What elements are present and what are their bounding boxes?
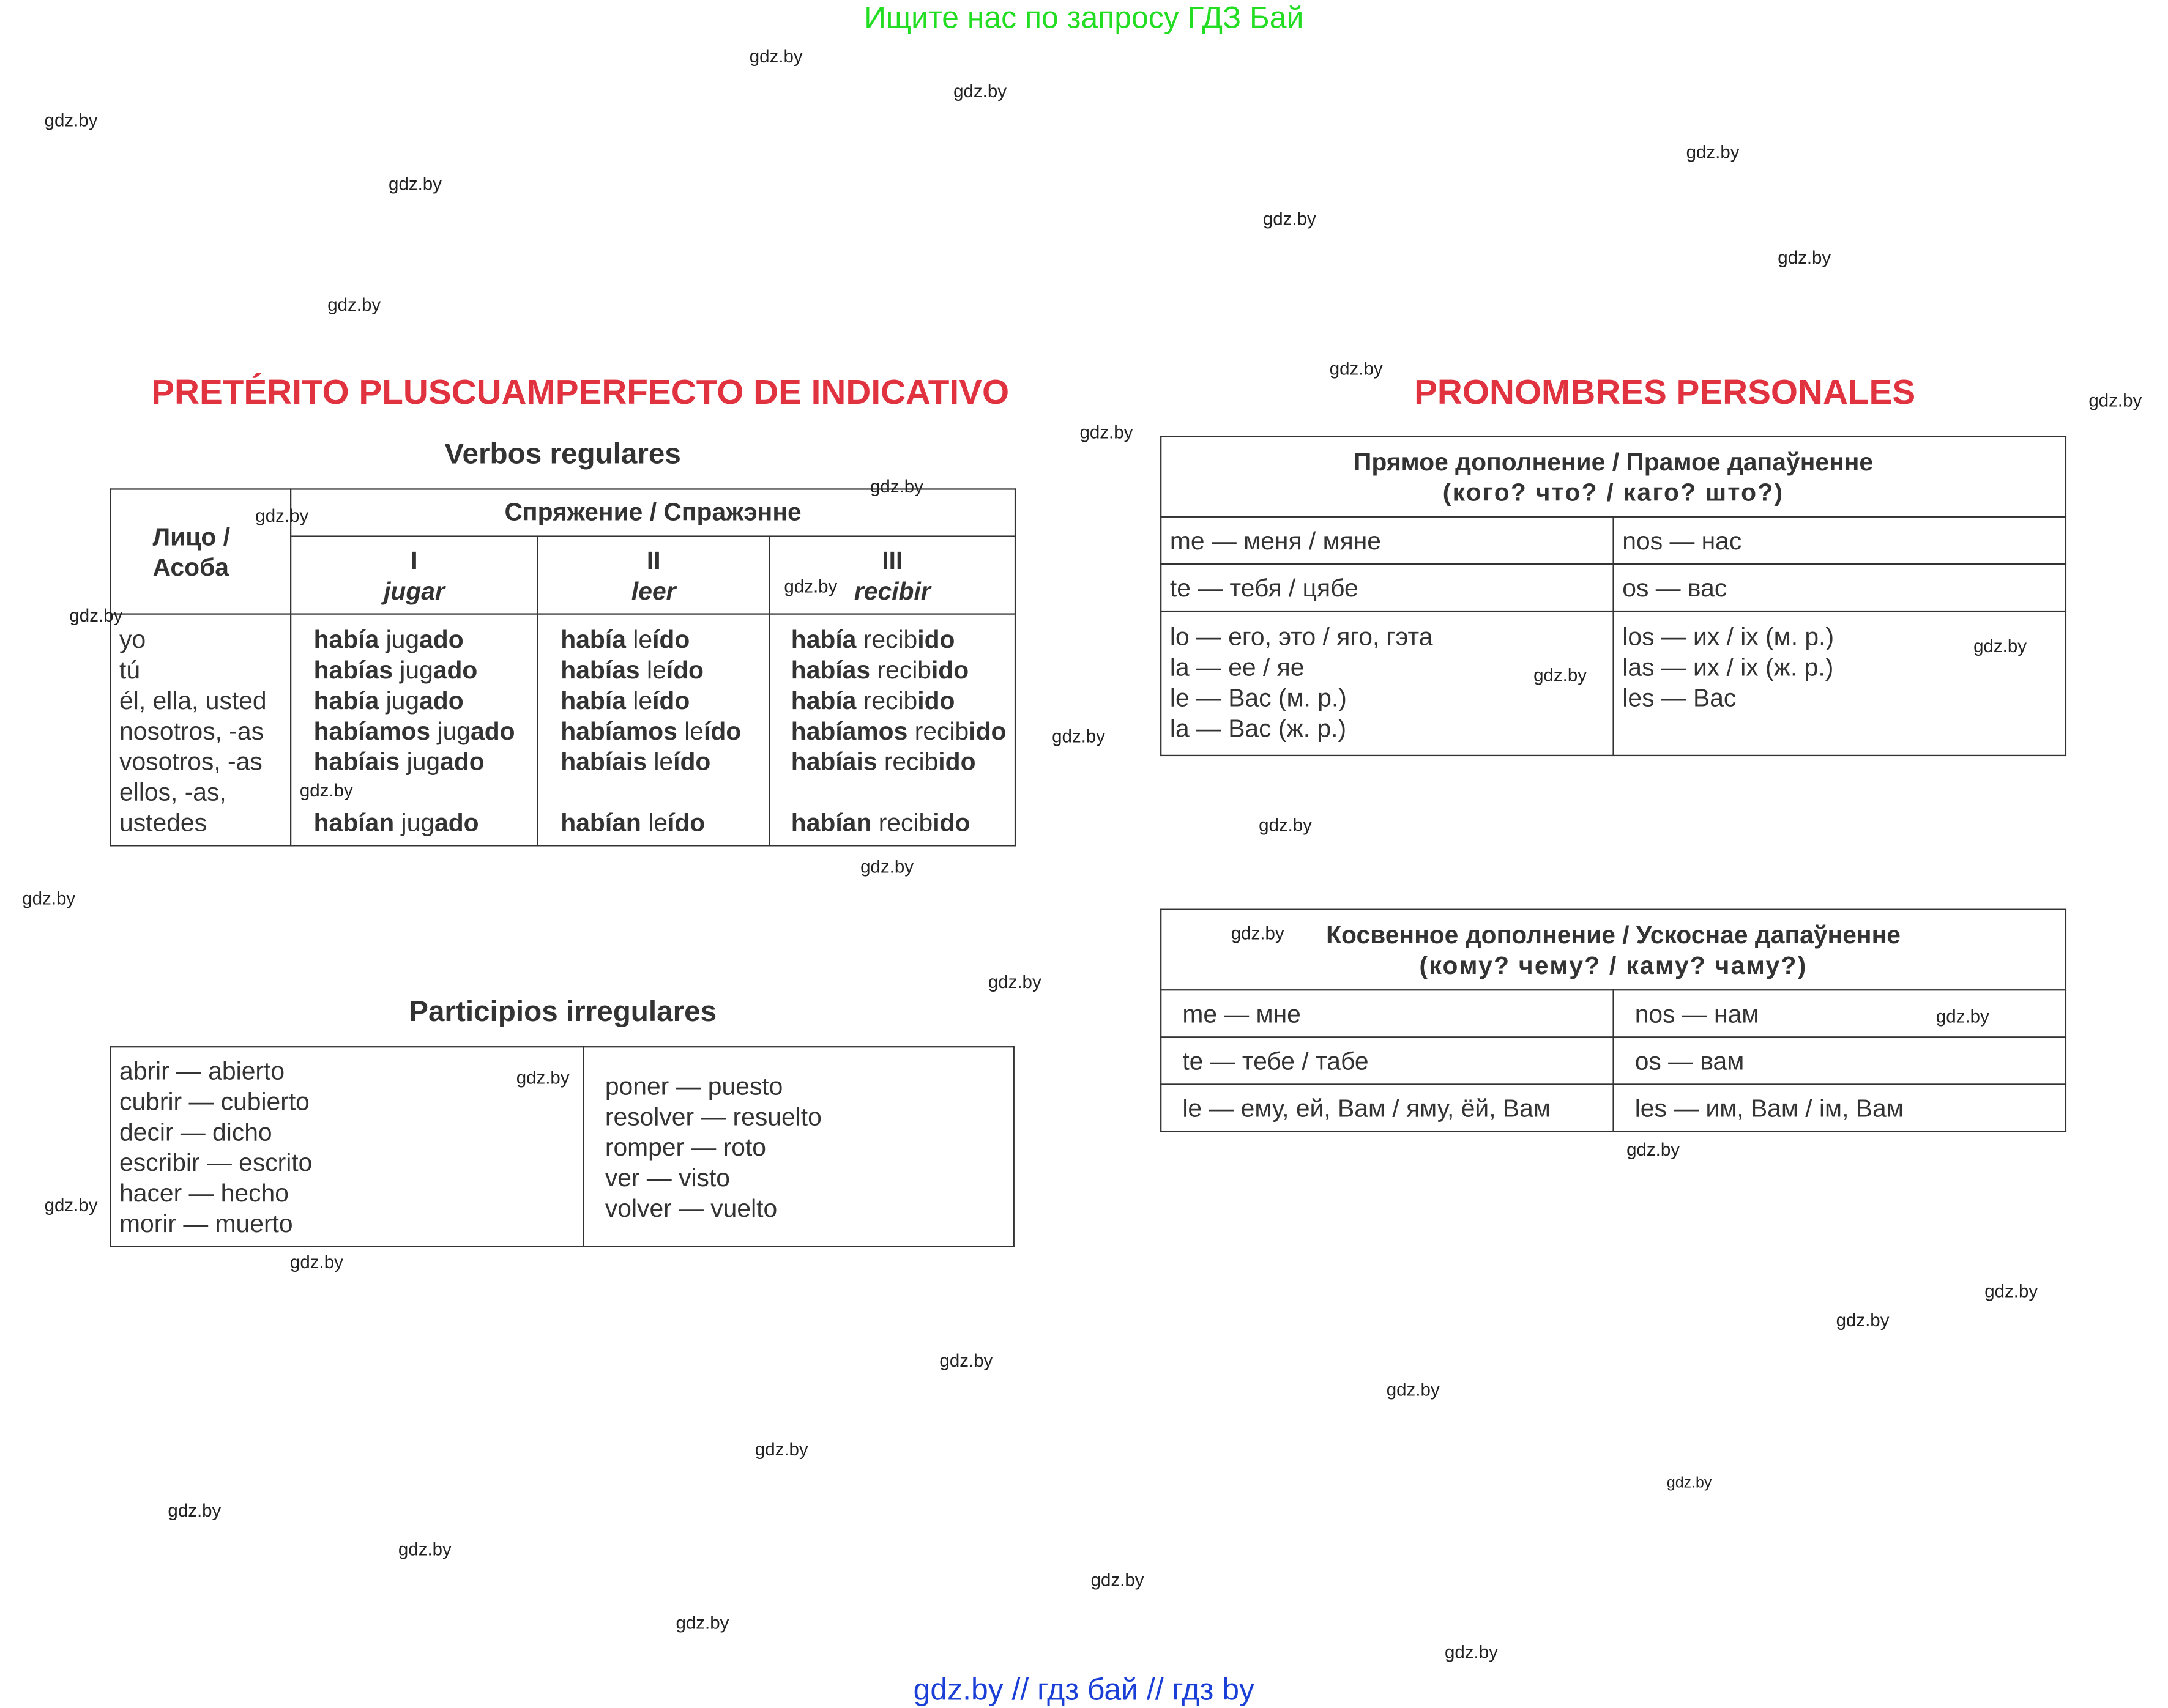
pronoun-cell [1614, 1037, 2066, 1084]
watermark: gdz.by [676, 1612, 729, 1633]
indirect-object-header [1161, 910, 2066, 990]
pronoun-line: me — мне [1182, 1000, 1301, 1028]
watermark: gdz.by [1386, 1379, 1440, 1400]
pronoun-line: te — тебя / цябе [1169, 573, 1358, 602]
regular-verbs-subtitle: Verbos regulares [444, 438, 681, 470]
participle-pair: abrir — abierto [119, 1057, 285, 1085]
pronoun-line: te — тебе / табе [1182, 1047, 1369, 1075]
column-numeral: I [411, 546, 418, 574]
conjugated-form: habíamos leído [561, 717, 742, 745]
column-header-3 [770, 537, 1015, 614]
pronoun-line: los — их / іх (м. р.) [1622, 623, 1835, 651]
participles-col-1 [110, 1047, 583, 1247]
pronoun-cell [1614, 990, 2066, 1037]
watermark: gdz.by [754, 1438, 808, 1460]
person-label: ustedes [119, 809, 207, 837]
participle-pair: poner — puesto [605, 1072, 783, 1101]
watermark: gdz.by [22, 888, 76, 909]
pronoun-line: le — Вас (м. р.) [1169, 684, 1347, 712]
watermark: gdz.by [860, 856, 914, 877]
watermark: gdz.by [516, 1067, 570, 1088]
conjugated-form: habías jugado [313, 656, 478, 685]
pronoun-line: les — Вас [1622, 684, 1737, 712]
pronoun-line: nos — нам [1634, 1000, 1759, 1028]
watermark: gdz.by [327, 294, 381, 315]
conjugation-col-1 [291, 614, 538, 846]
pronoun-line: la — Вас (ж. р.) [1169, 715, 1347, 743]
watermark: gdz.by [749, 45, 803, 67]
participle-pair: romper — roto [605, 1133, 767, 1162]
person-label: yo [119, 625, 146, 654]
watermark: gdz.by [939, 1350, 993, 1371]
pronoun-line: os — вам [1634, 1047, 1745, 1075]
column-numeral: III [882, 546, 903, 574]
conjugated-form: habíamos jugado [313, 717, 515, 745]
watermark: gdz.by [1444, 1641, 1498, 1663]
watermark: gdz.by [1686, 141, 1740, 163]
bottom-banner: gdz.by // гдз бай // гдз by [913, 1671, 1254, 1707]
conjugated-form: habían leído [561, 809, 706, 837]
watermark: gdz.by [1778, 247, 1831, 268]
conjugation-col-2 [538, 614, 770, 846]
watermark: gdz.by [2088, 390, 2142, 411]
watermark: gdz.by [1329, 358, 1383, 379]
pronoun-line: las — их / іх (ж. р.) [1622, 653, 1834, 681]
conjugated-form: habíais leído [561, 748, 711, 776]
watermark: gdz.by [69, 604, 123, 626]
conjugation-col-3 [770, 614, 1015, 846]
column-header-2 [538, 537, 770, 614]
watermark: gdz.by [1052, 726, 1106, 747]
pronoun-cell [1161, 517, 1613, 564]
pronoun-line: la — ее / яе [1169, 653, 1305, 681]
watermark: gdz.by [1262, 208, 1316, 229]
direct-object-header [1161, 436, 2066, 517]
watermark: gdz.by [1079, 421, 1133, 443]
column-verb: recibir [854, 576, 931, 604]
conjugated-form: habíais jugado [313, 748, 485, 776]
watermark: gdz.by [1259, 814, 1312, 836]
person-label: nosotros, -as [119, 717, 264, 745]
header-line: Прямое дополнение / Прамое дапаўненне [1353, 447, 1874, 475]
pronoun-line: nos — нас [1622, 526, 1742, 555]
watermark: gdz.by [398, 1539, 452, 1560]
watermark: gdz.by [1231, 923, 1284, 944]
header-line: (кому? чему? / каму? чаму?) [1419, 951, 1808, 979]
participle-pair: decir — dicho [119, 1118, 272, 1146]
pronoun-cell [1614, 517, 2066, 564]
conjugated-form: habían recibido [791, 809, 970, 837]
pronombres-title: PRONOMBRES PERSONALES [1414, 373, 1916, 412]
conjugated-form: había leído [561, 686, 690, 715]
conjugated-form: habían jugado [313, 809, 479, 837]
person-label: él, ella, usted [119, 686, 267, 715]
watermark: gdz.by [1626, 1139, 1680, 1160]
participles-col-2 [584, 1047, 1014, 1247]
watermark: gdz.by [1935, 1006, 1989, 1027]
participle-pair: volver — vuelto [605, 1194, 778, 1223]
pronoun-line: me — меня / мяне [1169, 526, 1382, 555]
watermark: gdz.by [953, 80, 1007, 102]
pronoun-cell [1161, 1084, 1613, 1131]
header-line: Косвенное дополнение / Ускоснае дапаўненне [1326, 920, 1901, 949]
watermark: gdz.by [299, 779, 353, 801]
watermark: gdz.by [255, 505, 309, 526]
participle-pair: escribir — escrito [119, 1148, 313, 1177]
person-label: vosotros, -as [119, 748, 263, 776]
participle-pair: hacer — hecho [119, 1179, 289, 1208]
conjugated-form: había leído [561, 625, 690, 654]
watermark: gdz.by [870, 475, 923, 497]
conjugated-form: había jugado [313, 686, 464, 715]
pronoun-line: le — ему, ей, Вам / яму, ёй, Вам [1182, 1094, 1551, 1122]
watermark: gdz.by [168, 1499, 222, 1521]
conjugated-form: habías recibido [791, 656, 969, 685]
pronoun-line: os — вас [1622, 573, 1727, 602]
conjugated-form: había recibido [791, 686, 955, 715]
header-line: (кого? что? / каго? што?) [1442, 478, 1784, 506]
pronoun-cell [1614, 1084, 2066, 1131]
indirect-object-table [1160, 909, 2066, 1132]
person-label: ellos, -as, [119, 778, 226, 806]
watermark: gdz.by [290, 1251, 343, 1272]
participle-pair: ver — visto [605, 1164, 731, 1192]
participle-pair: cubrir — cubierto [119, 1088, 310, 1116]
participle-pair: morir — muerto [119, 1209, 293, 1238]
column-verb: leer [631, 576, 676, 604]
watermark: gdz.by [44, 1194, 98, 1216]
person-label: tú [119, 656, 141, 685]
conjugation-header: Спряжение / Спражэнне [291, 489, 1015, 536]
conjugated-form: habíais recibido [791, 748, 976, 776]
watermark: gdz.by [1984, 1280, 2038, 1302]
conjugated-form: había jugado [313, 625, 464, 654]
watermark: gdz.by [784, 576, 838, 597]
watermark: gdz.by [1973, 635, 2027, 656]
conjugated-form: habíamos recibido [791, 717, 1007, 745]
conjugated-form: había recibido [791, 625, 955, 654]
pronoun-cell [1614, 564, 2066, 611]
participle-pair: resolver — resuelto [605, 1103, 822, 1131]
watermark: gdz.by [1533, 664, 1587, 686]
watermark: gdz.by [988, 971, 1041, 992]
watermark: gdz.by [1836, 1309, 1890, 1331]
pronoun-line: lo — его, это / яго, гэта [1169, 623, 1433, 651]
column-verb: jugar [384, 576, 445, 604]
direct-object-table [1160, 436, 2066, 756]
watermark: gdz.by [44, 110, 98, 131]
pronoun-cell [1614, 611, 2066, 756]
pronoun-cell [1161, 990, 1613, 1037]
pronoun-cell [1161, 1037, 1613, 1084]
pluscuamperfecto-title: PRETÉRITO PLUSCUAMPERFECTO DE INDICATIVO [151, 373, 1010, 412]
person-header-line: Лицо / [152, 522, 230, 551]
watermark: gdz.by [1666, 1474, 1712, 1492]
irregular-participles-subtitle: Participios irregulares [409, 996, 717, 1028]
column-header-1 [291, 537, 538, 614]
regular-verbs-table [110, 488, 1016, 846]
watermark: gdz.by [1090, 1569, 1144, 1591]
pronoun-cell [1161, 564, 1613, 611]
conjugated-form: habías leído [561, 656, 704, 685]
column-numeral: II [646, 546, 661, 574]
pronoun-line: les — им, Вам / ім, Вам [1634, 1094, 1904, 1122]
watermark: gdz.by [389, 173, 442, 195]
top-banner: Ищите нас по запросу ГДЗ Бай [864, 0, 1304, 35]
persons-cell [110, 614, 291, 846]
person-header-line: Асоба [152, 552, 229, 581]
